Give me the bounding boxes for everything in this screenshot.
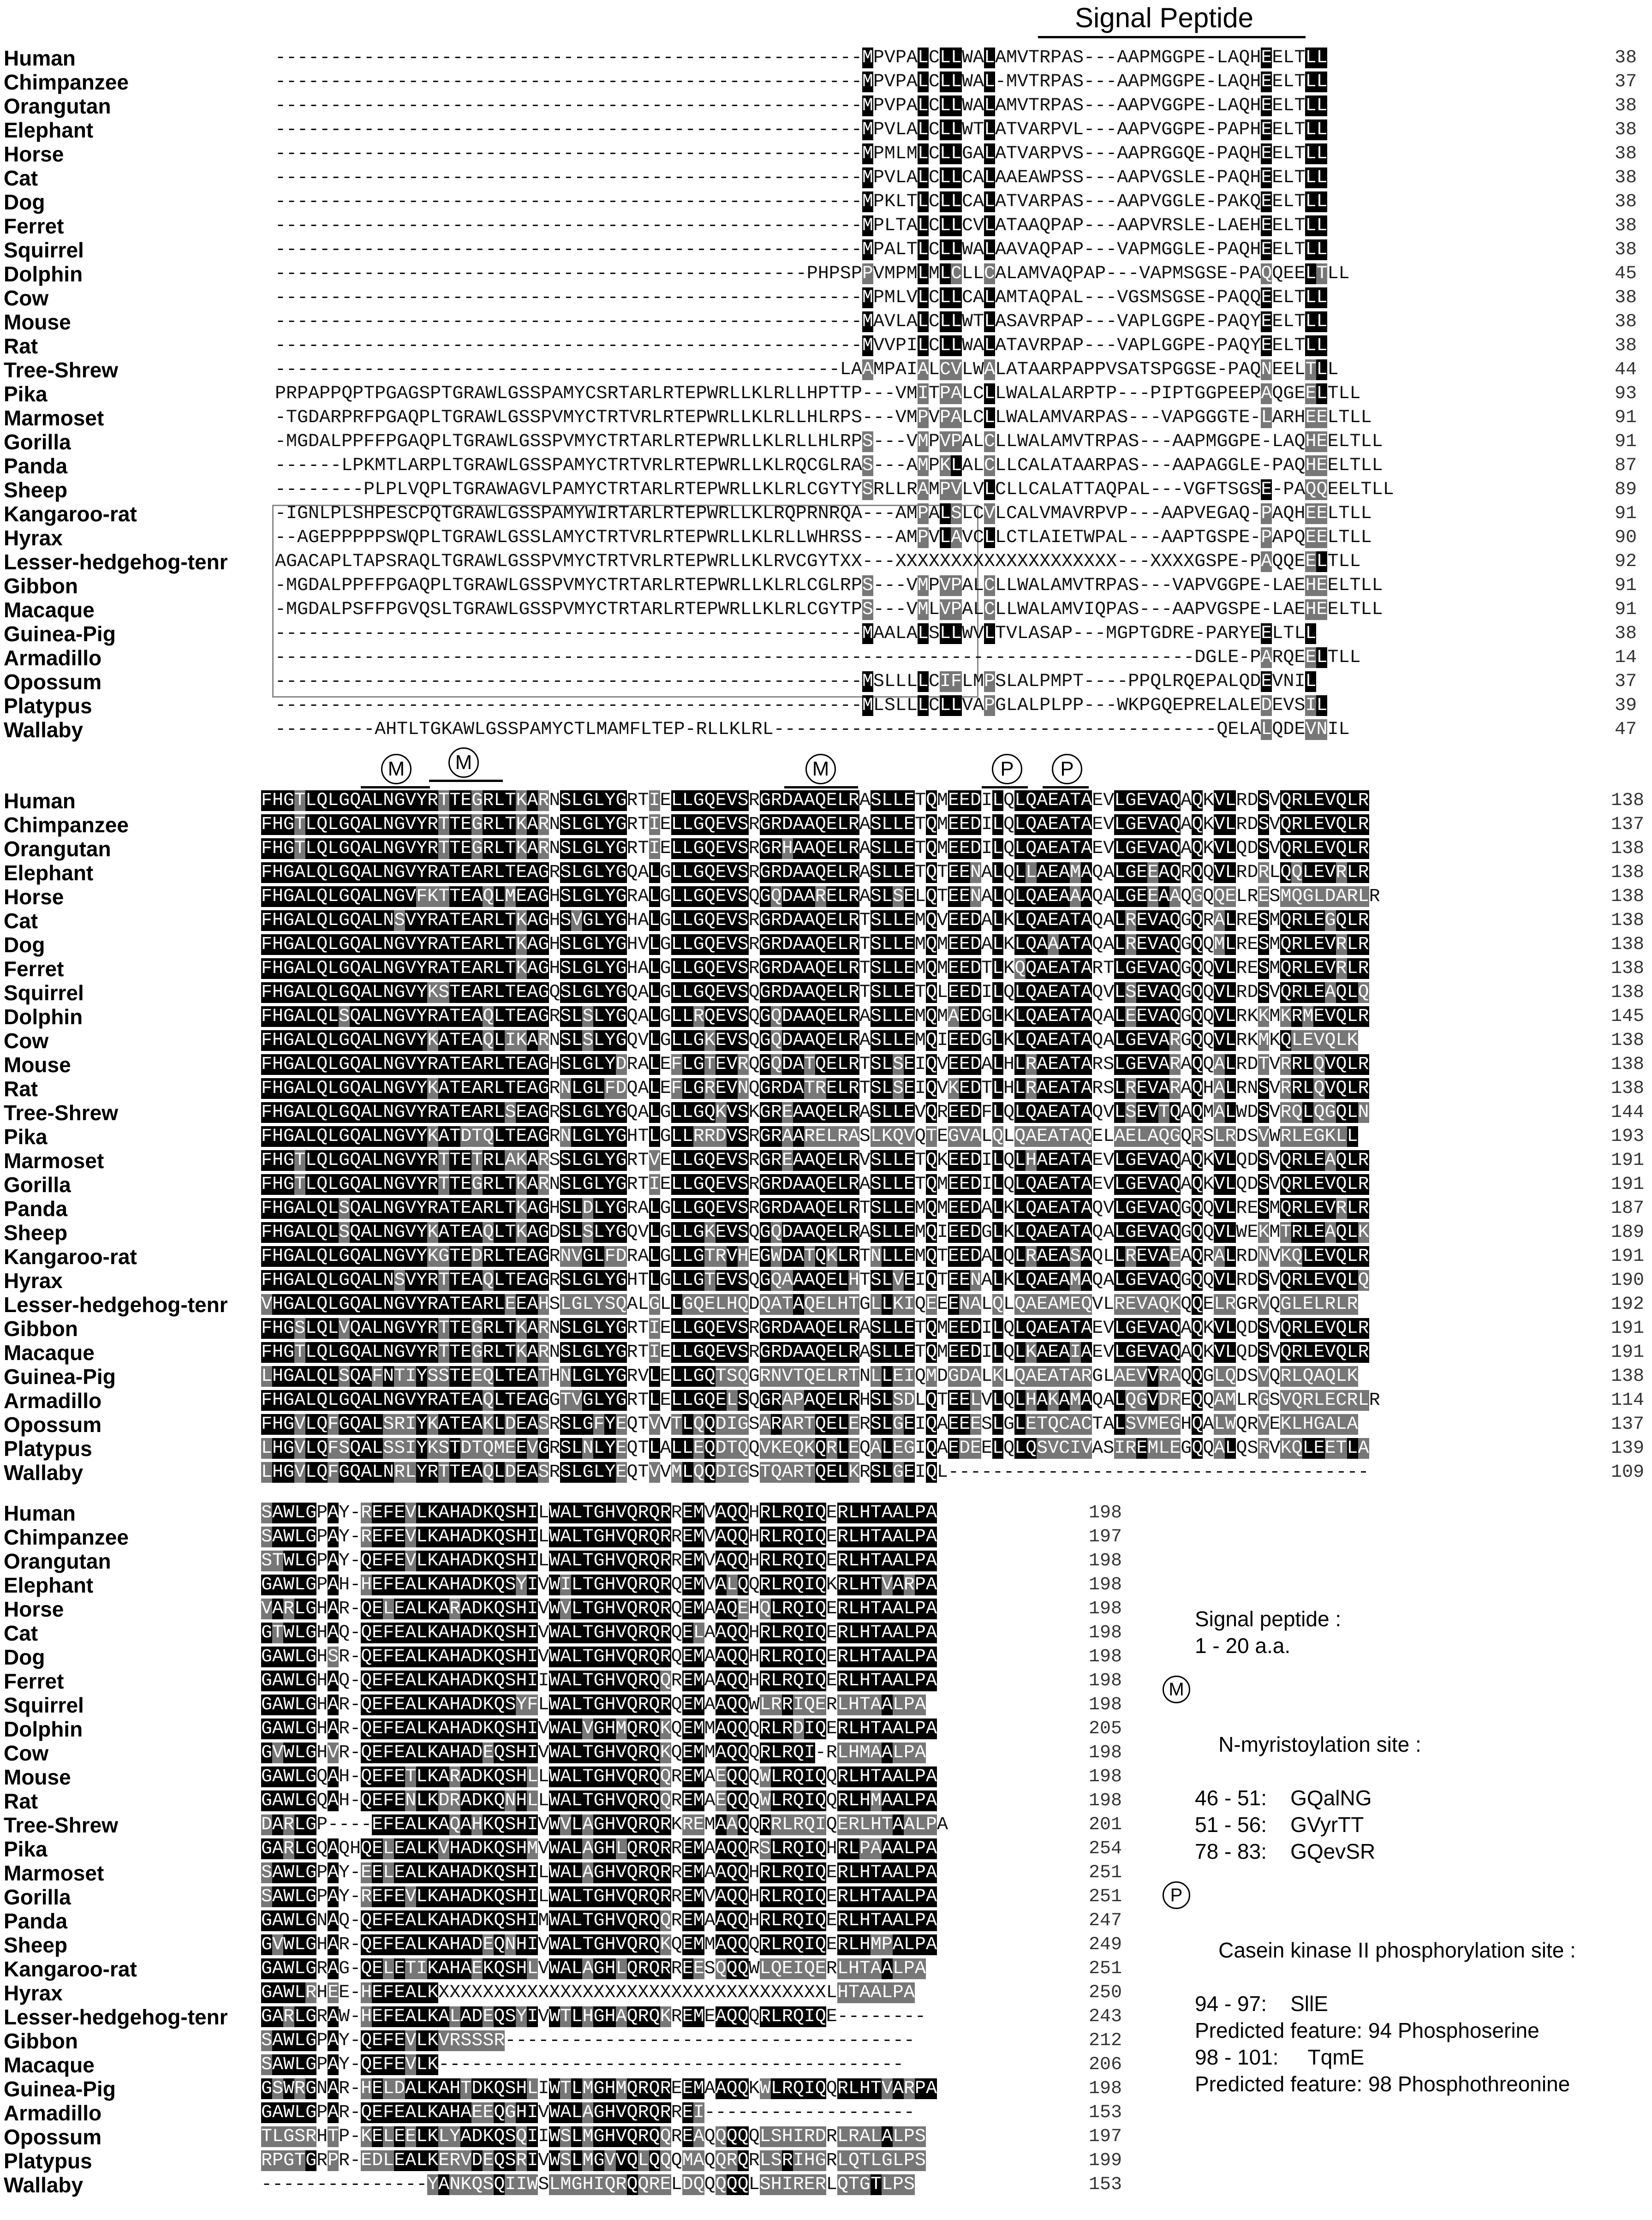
sequence-position: 191 [1611, 1318, 1645, 1339]
sequence-position: 38 [1615, 95, 1637, 116]
sequence-row: FHGALQLGQALNGVYKSTEARLTEAGQSLGLYGQALGLLGQEVSQGRDAAQELRTSLLETQLEEDILQLQAEATAQVLSEVAQGQQVLRDSVQRLEAQLQ [261, 982, 1369, 1003]
species-name: Lesser-hedgehog-tenr [4, 1293, 228, 1317]
species-name: Ferret [4, 214, 64, 238]
sequence-position: 38 [1615, 48, 1637, 68]
sequence-row: -----------------------------------------------------MPVLALCLLCALAAEAWPSS---AAPVGSLE-PAQHEELTLL [275, 167, 1328, 188]
sequence-position: 198 [1089, 1743, 1122, 1763]
species-name: Rat [4, 1789, 38, 1813]
sequence-row: FHGALQLSQALNGVYKATEAQLTKAGDSLSLYGQVLGLLGKEVSQGQDAAQELRASLLEMQIEEDGLKLQAEATAQALGEVAQGQQVLWEKMTRLEAQLK [261, 1222, 1369, 1243]
myristoylation-site-icon: M [805, 754, 836, 784]
sequence-row: -MGDALPSFFPGVQSLTGRAWLGSSPVMYCTRTARLRTEPWRLLKLRLCGYTPS---VMLVPALCLLWALAMVIQPAS---AAPVGSPE-LAEHEELTLL [275, 599, 1383, 620]
sequence-position: 198 [1089, 1766, 1122, 1787]
species-name: Dolphin [4, 1005, 83, 1029]
sequence-row: GARLGQAQHQELEALKVHADKQSHMVWALAGHLQRQRREMAAQQRSLRQIQHRLPAAALPA [261, 1838, 937, 1859]
sequence-row: -----------------------------------------------------MPVPALCLLWALAMVTRPAS---AAPMGGPE-LAQHEELTLL [275, 48, 1328, 68]
sequence-row: FHGALQLGQALNGVYRATEARLTKAGHSLGLYGHALGLLGQEVSRGRDAAQELRTSLLEMQMEEDTLKQQAEATARTLGEVAQGQQVLRESMQRLEVRLR [261, 958, 1369, 979]
sequence-position: 198 [1089, 1551, 1122, 1571]
sequence-row: FHGALQLSQALNGVYRATEARLTKAGHSLDLYGRALGLLGQEVSRGRDAAQELRTSLLEMQMEEDALKLQAEATAQVLGEVAQGQQVLRESMQRLEVRLR [261, 1198, 1369, 1219]
species-name: Rat [4, 1077, 38, 1101]
sequence-position: 247 [1089, 1910, 1122, 1931]
sequence-row: -TGDARPRFPGAQPLTGRAWLGSSPVMYCTRTVRLRTEPWRLLKLRLLHLRPS---VMPVPALCLLWALAMVARPAS---VAPGGGTE-LARHEELTLL [275, 407, 1372, 428]
sequence-position: 212 [1089, 2030, 1122, 2051]
sequence-row: FHGTLQLGQALNGVYRTTEGRLTKARNSLGLYGRTIELLGQEVSRGRHAAQELRASLLETQMEEDILQLQAEATAEVLGEVAQAQKVLQDSVQRLEVQLR [261, 838, 1369, 859]
sequence-position: 243 [1089, 2006, 1122, 2027]
sequence-row: -----------------------------------------------------MPALTLCLLWALAAVAQPAP---VAPMGGLE-PAQHEELTLL [275, 239, 1328, 260]
species-name: Orangutan [4, 94, 111, 118]
sequences-block-1 [275, 46, 1394, 742]
species-name: Elephant [4, 1573, 94, 1597]
sequence-row: FHGALQLSQALNGVYRATEAQLTEAGRSLSLYGQALGLLRQEVSQGQDAAQELRASLLEMQMAEDGLKLQAEATAQALEEVAQGQQVLRKKMKRMEVQLR [261, 1006, 1369, 1027]
sequence-row: SAWLGPAY-REFEVLKAHADKQSHILWALTGHVQRQRREMVAQQHRLRQIQERLHTAALPA [261, 1527, 937, 1547]
sequence-position: 198 [1089, 1575, 1122, 1595]
species-name: Chimpanzee [4, 1525, 129, 1549]
species-name: Marmoset [4, 406, 104, 430]
species-name: Guinea-Pig [4, 1365, 116, 1389]
phosphorylation-legend-icon: P [1163, 1881, 1190, 1909]
sequence-position: 191 [1611, 1150, 1645, 1171]
sequence-row: GAWLGHAR-QEFEALKAHADKQSYFLWALTGHVQRQRQEMAAQQWLRRIQERLHTAALPA [261, 1695, 926, 1715]
sequence-row: VHGALQLGQALNGVYRATEARLEEAHSLGLYSQALGLLGQELHQDQATAQELHTGLLKIQEEENALQLQAEAMEQVLREVAQKQQELRGRVQGLELRLR [261, 1294, 1358, 1315]
species-name: Cat [4, 1621, 38, 1645]
sequence-row: LHGVLQFGQALNRLYRTTEAQLDEASRSLGLYEQTVVMLQQDIGSTQARTQELKRSLGEIQL-------------------------------------- [261, 1462, 1369, 1483]
sequence-position: 39 [1615, 695, 1637, 716]
species-name: Cat [4, 166, 38, 190]
species-name: Sheep [4, 1933, 68, 1957]
species-name: Macaque [4, 598, 95, 622]
sequence-row: GVWLGHVR-QEFEALKAHADEQSHIVWALTGHVQRQKQEMMAQQQRLRQI-RLHMAALPA [261, 1743, 926, 1763]
species-name: Panda [4, 1909, 68, 1933]
species-name: Mouse [4, 310, 71, 334]
sequence-row: GAWLGPAH-HEFEALKAHADKQSYIVWILTGHVQRQRQEMVALQQRLRQIQKRLHTVARPA [261, 1575, 937, 1595]
species-name: Cat [4, 909, 38, 933]
sequence-position: 197 [1089, 2126, 1122, 2147]
sequence-position: 91 [1615, 575, 1637, 596]
sequence-position: 38 [1615, 311, 1637, 332]
sequence-position: 145 [1611, 1006, 1645, 1027]
species-name: Marmoset [4, 1861, 104, 1885]
species-name: Kangaroo-rat [4, 502, 137, 526]
sequence-row: AGACAPLTAPSRAQLTGRAWLGSSPVMYCTRTVRLRTEPWRLLKLRVCGYTXX---XXXXXXXXXXXXXXXXXXXX---XXXXGSPE-PAQQEELTLL [275, 551, 1361, 572]
sequence-position: 192 [1611, 1294, 1645, 1315]
species-name: Gorilla [4, 1173, 71, 1197]
phosphorylation-site-icon: P [992, 754, 1022, 784]
sequence-position: 198 [1089, 1790, 1122, 1811]
sequence-row: SAWLGPAY-REFEVLKAHADKQSHILWALTGHVQRQRREMVAQQHRLRQIQERLHTAALPA [261, 1886, 937, 1907]
sequence-position: 138 [1611, 790, 1645, 811]
sequence-row: FHGALQLGQALNGVYKGTEDRLTEAGRNVGLFDRALGLLGTRVHEGWDATQKLRTNLLEMQTEEDALQLRAEASAQLLREVAEAQRALRDNVKQLEVQLR [261, 1246, 1369, 1267]
species-name: Human [4, 789, 76, 813]
sequence-position: 38 [1615, 215, 1637, 236]
species-name: Mouse [4, 1053, 71, 1077]
sequence-row: -----------------------------------------------------MPLTALCLLCVLATAAQPAP---AAPVRSLE-LAEHEELTLL [275, 215, 1328, 236]
legend-myr-title: N-myristoylation site : [1218, 1732, 1421, 1756]
sequence-row: GAWLGPAR-QEFEALKAHAEEQGHIVWALAGHVQRQRREI------------------- [261, 2102, 915, 2123]
species-name: Pika [4, 1837, 48, 1861]
species-name: Gibbon [4, 1317, 78, 1341]
sequence-row: SAWLGPAY-REFEVLKAHADKQSHILWALTGHVQRQRREMVAQQHRLRQIQERLHTAALPA [261, 1503, 937, 1523]
sequences-block-3 [261, 1501, 948, 2197]
sequence-position: 153 [1089, 2174, 1122, 2195]
species-name: Ferret [4, 957, 64, 981]
species-name: Opossum [4, 670, 102, 694]
sequence-position: 38 [1615, 191, 1637, 212]
sequence-position: 138 [1611, 1366, 1645, 1387]
sequence-position: 92 [1615, 551, 1637, 572]
species-name: Gorilla [4, 1885, 71, 1909]
sequence-row: FHGALQLGQALNGVYKATDTQLTEAGRNLGLYGHTLGLLRRDVSRGRAARELRASLKQVQTEGVALQLQAEATAQELAELAQGQRSLRDSVWRLEGKLL [261, 1126, 1358, 1147]
sequence-row: GAWLRHEE-HEFEALKXXXXXXXXXXXXXXXXXXXXXXXXXXXXXXXXXXXLHTAALPA [261, 1982, 915, 2003]
species-name: Human [4, 46, 76, 70]
phosphorylation-site-icon: P [1052, 754, 1082, 784]
sequence-position: 189 [1611, 1222, 1645, 1243]
species-name: Squirrel [4, 238, 84, 262]
species-name: Hyrax [4, 526, 63, 550]
sequence-position: 191 [1611, 1342, 1645, 1363]
signal-peptide-title: Signal Peptide [1075, 2, 1253, 33]
species-name: Dog [4, 933, 45, 957]
sequence-position: 138 [1611, 1054, 1645, 1075]
species-name: Dog [4, 1645, 45, 1669]
sequence-row: -----------------------------------------------------MSLLLLCIFLMPSLALPMPT----PPQLRQEPALQDEVNIL [275, 671, 1317, 692]
sequence-row: -----------------------------------------------------MLSLLLCLLVAPGLALPLPP---WKPGQEPRELALEDEVSIL [275, 695, 1328, 716]
species-name: Chimpanzee [4, 70, 129, 94]
species-name: Sheep [4, 478, 68, 502]
sequence-row: -MGDALPPFFPGAQPLTGRAWLGSSPVMYCTRTARLRTEPWRLLKLRLLHLRPS---VMPVPALCLLWALAMVTRPAS---AAPMGGPE-LAQHEELTLL [275, 431, 1383, 452]
species-name: Wallaby [4, 718, 83, 742]
sequence-row: -----------------------------------------------------MPVPALCLLWALAMVTRPAS---AAPVGGPE-LAQHEELTLL [275, 95, 1328, 116]
species-name: Platypus [4, 694, 92, 718]
species-name: Wallaby [4, 1461, 83, 1485]
sequence-position: 138 [1611, 1078, 1645, 1099]
sequence-row: GAWLGRAG-QELETIKAHAEKQSHLVWALAGHLQRQRREESQQQWLQEIQERLHTAALPA [261, 1958, 926, 1979]
species-name: Rat [4, 334, 38, 358]
sequence-row: FHGTLQLGQALNGVYRTTEGRLTKARNSLGLYGRTIELLGQEVSRGRDAAQELRASLLETQMEEDILQLQAEATAEVLGEVAQAQKVLQDSVQRLEVQLR [261, 1174, 1369, 1195]
sequence-position: 139 [1611, 1438, 1645, 1459]
species-name: Wallaby [4, 2173, 83, 2197]
species-name: Hyrax [4, 1981, 63, 2005]
positions-block-3 [1089, 1501, 1122, 2197]
sequence-row: FHGSLQLVQALNGVYRTTEGRLTKARNSLGLYGRTIELLGQEVSRGRDAAQELRASLLETQMEEDILQLQAEATAEVLGEVAQAQKVLQDSVQRLEVQLR [261, 1318, 1369, 1339]
sequence-position: 249 [1089, 1934, 1122, 1955]
sequence-row: FHGALQLGQALNSVYRATEARLTKAGHSVGLYGHALGLLGQEVSRGRDAAQELRTSLLEMQVEEDALKLQAEATAQALREVAQGQRALRESMQRLEGQLR [261, 910, 1369, 931]
sequence-position: 205 [1089, 1719, 1122, 1739]
sequence-position: 187 [1611, 1198, 1645, 1219]
sequence-row: FHGALQLGQALNGVYRATEARLTEAGRSLGLYGQALGLLGQEVSRGRDAAQELRASLLETQTEENALQLLAEAMAQALGEEAQRQQVLRDRLQQLEVRLR [261, 862, 1369, 883]
species-name: Lesser-hedgehog-tenr [4, 550, 228, 574]
sequence-position: 38 [1615, 119, 1637, 140]
sequence-row: -----------------------------------------------------MPVLALCLLWTLATVARPVL---AAPVGGPE-PAPHEELTLL [275, 119, 1328, 140]
positions-block-1 [1615, 46, 1637, 742]
sequence-row: FHGTLQLGQALNGVYRTTEGRLTKARNSLGLYGRTIELLGQEVSRGRDAAQELRASLLETQMEEDILQLQAEATAEVLGEVAQAQKVLRDSVQRLEVQLR [261, 814, 1369, 835]
species-name: Horse [4, 142, 64, 166]
sequence-position: 90 [1615, 527, 1637, 548]
legend-ck-line: Predicted feature: 94 Phosphoserine [1195, 2018, 1539, 2042]
legend-myr-site: 46 - 51: GQalNG [1195, 1786, 1372, 1810]
legend-myr-site: 51 - 56: GVyrTT [1195, 1813, 1364, 1837]
sequence-row: GAWLGHSR-QEFEALKAHADKQSHIVWALTGHVQRQRQEMAAQQHRLRQIQERLHTAALPA [261, 1647, 937, 1667]
sequence-position: 45 [1615, 263, 1637, 284]
sequence-position: 137 [1611, 814, 1645, 835]
sequence-position: 38 [1615, 335, 1637, 356]
species-name: Orangutan [4, 1549, 111, 1573]
myristoylation-legend-icon: M [1163, 1676, 1190, 1703]
legend-ck-title: Casein kinase II phosphorylation site : [1218, 1938, 1576, 1962]
sequence-row: FHGALQLGQALNGVYRATEAQLTEAGGTVGLYGRTLELLGQELSQGRAPAQELRHSLSDLQTEELVLQLHAKAMAQALQGVDREQQAMLRGSVQRLECRLR [261, 1390, 1380, 1411]
sequence-position: 89 [1615, 479, 1637, 500]
sequence-row: SAWLGPAY-QEFEVLKVRSSSR------------------------------------- [261, 2030, 915, 2051]
species-name: Macaque [4, 2053, 95, 2077]
sequence-position: 93 [1615, 383, 1637, 404]
sequence-row: GAWLGQAH-QEFETLKARADKQSHLLWALTGHVQRQQREMAEQQQWLRQIQQRLHTAALPA [261, 1766, 937, 1787]
sequence-position: 251 [1089, 1886, 1122, 1907]
sequence-position: 91 [1615, 599, 1637, 620]
sequence-position: 38 [1615, 167, 1637, 188]
species-name: Panda [4, 454, 68, 478]
sequence-row: ---------------------------------------------------LAAMPAIALCVLWALATAARPAPPVSATSPGGSE-PAQNEELTLL [275, 359, 1339, 380]
sequence-row: FHGALQLGQALNGVYRATEARLTEAGHSLGLYDRALEFLGTEVRQGQDATQELRTSLSEIQVEEDALHLRAEATARSLGEVARAQQALRDTVRRLQVQLR [261, 1054, 1369, 1075]
sequence-row: -----------------------------------------------------MPVPALCLLWAL-MVTRPAS---AAPMGGPE-LAQHEELTLL [275, 72, 1328, 92]
sequence-position: 198 [1089, 1695, 1122, 1715]
sequence-row: -----------------------------------------------------MAALALSLLWVLTVLASAP---MGPTGDRE-PARYEELTLL [275, 623, 1317, 644]
legend-ck-line: Predicted feature: 98 Phosphothreonine [1195, 2072, 1570, 2096]
sequence-row: -----------------------------------------------------MPMLVLCLLCALAMTAQPAL---VGSMSGSE-PAQQEELTLL [275, 287, 1328, 308]
sequence-position: 37 [1615, 671, 1637, 692]
sequence-row: -----------------------------------------------------MAVLALCLLWTLASAVRPAP---VAPLGGPE-PAQYEELTLL [275, 311, 1328, 332]
species-name: Hyrax [4, 1269, 63, 1293]
species-name: Squirrel [4, 981, 84, 1005]
sequence-position: 198 [1089, 1503, 1122, 1523]
sequence-row: GARLGRAW-HEFEALKALADEQSYIVWTLHGHAQRQKREMEAQQQRLRQIQE-------- [261, 2006, 926, 2027]
species-name: Platypus [4, 1437, 92, 1461]
species-name: Armadillo [4, 1389, 102, 1413]
sequence-row: LHGALQLSQAFNTIYSSTEEQLTEATHNLGLYGRVLELLGQTSQGRNVTQELRTNLLEIQMDGDALKLQAEATARGLAEVVRAQQGLQDSVQRLQAQLK [261, 1366, 1358, 1387]
sequence-row: GVWLGHAR-QEFEALKAHADEQNHIVWALTGHVQRQKQEMMAQQQRLRQIQERLHMPALPA [261, 1934, 937, 1955]
sequence-row: GAWLGHAQ-QEFEALKAHADKQSHIIWALTGHVQRQQREMAAQQHRLRQIQERLHTAALPA [261, 1671, 937, 1691]
species-name: Elephant [4, 861, 94, 885]
sequence-position: 38 [1615, 623, 1637, 644]
myristoylation-site-bar [429, 780, 503, 782]
sequence-position: 144 [1611, 1102, 1645, 1123]
sequence-position: 109 [1611, 1462, 1645, 1483]
species-names-block-2 [4, 789, 228, 1485]
positions-block-2 [1611, 789, 1644, 1485]
sequence-position: 44 [1615, 359, 1637, 380]
legend-myr-site: 78 - 83: GQevSR [1195, 1839, 1376, 1863]
sequence-row: TLGSRHTP-KELEELKLYADKQSQIIWSLMGHVQRQQREAQQQQQLSHIRDRLRALALPS [261, 2126, 926, 2147]
sequence-position: 137 [1611, 1414, 1645, 1435]
species-name: Cow [4, 1741, 49, 1765]
sequence-row: -IGNLPLSHPESCPQTGRAWLGSSPAMYWIRTARLRTEPWRLLKLRQPRNRQA---AMPALSLCVLCALVMAVRPVP---AAPVEGAQ-PAQHEELTLL [275, 503, 1372, 524]
sequence-position: 38 [1615, 287, 1637, 308]
sequence-position: 197 [1089, 1527, 1122, 1547]
sequence-position: 198 [1089, 1671, 1122, 1691]
sequence-position: 138 [1611, 958, 1645, 979]
sequence-position: 14 [1615, 647, 1637, 668]
sequence-row: -MGDALPPFFPGAQPLTGRAWLGSSPVMYCTRTARLRTEPWRLLKLRLCGLRPS---VMPVPALCLLWALAMVTRPAS---VAPVGGPE-LAEHEELTLL [275, 575, 1383, 596]
sequence-position: 198 [1089, 1647, 1122, 1667]
legend-signal-range: 1 - 20 a.a. [1195, 1634, 1291, 1658]
species-name: Cow [4, 1029, 49, 1053]
sequence-row: GAWLGHAR-QEFEALKAHADKQSHIVWALVGHMQRQKQEMMAQQQRLRDIQERLHTAALPA [261, 1719, 937, 1739]
species-name: Ferret [4, 1669, 64, 1693]
species-name: Armadillo [4, 2101, 102, 2125]
species-name: Dolphin [4, 262, 83, 286]
sequence-position: 37 [1615, 72, 1637, 92]
sequence-row: -----------------------------------------------------MPMLMLCLLGALATVARPVS---AAPRGGQE-PAQHEELTLL [275, 143, 1328, 164]
sequence-position: 254 [1089, 1838, 1122, 1859]
species-name: Gorilla [4, 430, 71, 454]
sequence-position: 138 [1611, 910, 1645, 931]
species-name: Dolphin [4, 1717, 83, 1741]
sequence-position: 250 [1089, 1982, 1122, 2003]
species-name: Horse [4, 885, 64, 909]
sequence-position: 138 [1611, 886, 1645, 907]
species-name: Armadillo [4, 646, 102, 670]
sequence-position: 251 [1089, 1862, 1122, 1883]
sequence-row: FHGALQLGQALNGVYKATEARLTEAGRNLGLFDQALEFLGREVNQGRDATRELRTSLSEIQVKEDTLHLRAEATARSLREVARAQHALRNSVRRLQVQLR [261, 1078, 1369, 1099]
sequence-row: LHGVLQFSQALSSIYKSTDTQMEEVGRSLNLYEQTLALLEQDTQQVKEQKQRLEQALEGIQAEDEELQLQSVCIVASIREMLEGQQALQSRVKQLEETLA [261, 1438, 1369, 1459]
sequence-row: ---------AHTLTGKAWLGSSPAMYCTLMAMFLTEP-RLLKLRL----------------------------------------QELALQDEVNIL [275, 719, 1350, 740]
sequence-row: ------LPKMTLARPLTGRAWLGSSPAMYCTRTVRLRTEPWRLLKLRQCGLRAS---AMPKLALCLLCALATAARPAS---AAPAGGLE-PAQHEELTLL [275, 455, 1383, 476]
species-name: Dog [4, 190, 45, 214]
sequence-position: 191 [1611, 1174, 1645, 1195]
sequence-position: 201 [1089, 1814, 1122, 1835]
species-name: Tree-Shrew [4, 1813, 118, 1837]
sequence-position: 47 [1615, 719, 1637, 740]
sequence-position: 87 [1615, 455, 1637, 476]
sequence-position: 91 [1615, 431, 1637, 452]
sequence-row: GAWLGNAQ-QEFEALKAHADKQSHIMWALTGHVQRQQREMAAQQHRLRQIQERLHTAALPA [261, 1910, 937, 1931]
myristoylation-site-bar [784, 786, 858, 788]
sequence-position: 191 [1611, 1246, 1645, 1267]
sequence-row: -----------------------------------------------------------------------------------DGLE-PARQEELTLL [275, 647, 1361, 668]
sequence-row: ------------------------------------------------PHPSPPVMPMLMLCLLCALAMVAQPAP---VAPMSGSE-PAQQEELTLL [275, 263, 1350, 284]
sequence-position: 198 [1089, 1623, 1122, 1643]
legend [1169, 1605, 1576, 2097]
species-name: Tree-Shrew [4, 358, 118, 382]
sequence-position: 138 [1611, 934, 1645, 955]
sequences-block-2 [261, 789, 1380, 1485]
sequence-position: 190 [1611, 1270, 1645, 1291]
species-name: Guinea-Pig [4, 2077, 116, 2101]
species-name: Squirrel [4, 1693, 84, 1717]
sequence-position: 199 [1089, 2150, 1122, 2171]
legend-ck-line: 98 - 101: TqmE [1195, 2045, 1365, 2069]
sequence-row: -----------------------------------------------------MVVPILCLLWALATAVRPAP---VAPLGGPE-PAQYEELTLL [275, 335, 1328, 356]
sequence-position: 193 [1611, 1126, 1645, 1147]
sequence-row: FHGTLQLGQALNGVYRTTEGRLTKARNSLGLYGRTIELLGQEVSRGRDAAQELRASLLETQMEEDILQLQAEATAEVLGEVAQAQKVLRDSVQRLEVQLR [261, 790, 1369, 811]
signal-peptide-bar [1038, 36, 1306, 38]
sequence-row: FHGALQLGQALNGVYKATEAQLIKARNSLSLYGQVLGLLGKEVSQGQDAAQELRASLLEMQIEEDGLKLQAEATAQALGEVARGQQVLRKMKQLEVQLK [261, 1030, 1358, 1051]
species-name: Human [4, 1501, 76, 1525]
sequence-position: 251 [1089, 1958, 1122, 1979]
sequence-row: FHGVLQFGQALSRIYKATEAKLDEASRSLGFYEQTVVTLQQDIGSARARTQELERSLGEIQAEEESLGLETQCACTALSVMEGHQALWQRVEKLHGALA [261, 1414, 1358, 1435]
species-name: Pika [4, 382, 48, 406]
sequence-position: 38 [1615, 239, 1637, 260]
species-name: Tree-Shrew [4, 1101, 118, 1125]
sequence-row: FHGALQLGQALNGVFKTTEAQLMEAGHSLGLYGRALGLLGQEVSQGQDAARELRASLSELQTEENALQLQAEAAAQALGEEAAQGQQELRESMQGLDARLR [261, 886, 1380, 907]
legend-ck-line: 94 - 97: SllE [1195, 1992, 1328, 2016]
species-names-block-3 [4, 1501, 228, 2197]
sequence-position: 38 [1615, 143, 1637, 164]
sequence-row: --AGEPPPPPSWQPLTGRAWLGSSLAMYCTRTVRLRTEPWRLLKLRLLWHRSS---AMPVLAVCLLCTLAIETWPAL---AAPTGSPE-PAPQEELTLL [275, 527, 1372, 548]
myristoylation-site-bar [361, 786, 430, 788]
species-name: Marmoset [4, 1149, 104, 1173]
species-name: Macaque [4, 1341, 95, 1365]
species-name: Kangaroo-rat [4, 1245, 137, 1269]
sequence-row: FHGALQLGQALNSVYRTTEAQLTEAGRSLGLYGHTLGLLGTEVSQGQAAAQELHTSLVEIQTEENALKLQAEAMAQALGEVAQGQQVLRDSVQRLEVQLQ [261, 1270, 1369, 1291]
sequence-row: ---------------YANKQSQIIWSLMGHIQRQQRELDQQQQQLSHIRERLQTGTLPS [261, 2174, 915, 2195]
sequence-row: FHGTLQLGQALNGVYRTTETRLAKARSSLGLYGRTVELLGQEVSRGREAAQELRVSLLETQKEEDILQLHAEATAEVLGEVAQAQKVLQDSVQRLEAQLR [261, 1150, 1369, 1171]
sequence-row: RPGTGRPR-EDLEALKERVDEQSRIVWSLMGVVQLQQQMAQQRQRLSRIHGRLQTLGLPS [261, 2150, 926, 2171]
sequence-position: 138 [1611, 1030, 1645, 1051]
species-name: Pika [4, 1125, 48, 1149]
sequence-row: FHGALQLGQALNGVYRATEARLTKAGHSLGLYGHVLGLLGQEVSRGRDAAQELRTSLLEMQMEEDALKLQAAATAQALREVAQGQQMLRESMQRLEVRLR [261, 934, 1369, 955]
species-name: Gibbon [4, 574, 78, 598]
species-name: Sheep [4, 1221, 68, 1245]
sequence-row: SAWLGPAY-QEFEVLK------------------------------------------ [261, 2054, 904, 2075]
sequence-row: STWLGPAY-QEFEVLKAHADKQSHILWALTGHVQRQRREMVAQQHRLRQIQERLHTAALPA [261, 1551, 937, 1571]
sequence-position: 153 [1089, 2102, 1122, 2123]
sequence-row: -----------------------------------------------------MPKLTLCLLCALATVARPAS---AAPVGGLE-PAKQEELTLL [275, 191, 1328, 212]
species-name: Lesser-hedgehog-tenr [4, 2005, 228, 2029]
sequence-row: FHGALQLGQALNGVYRATEARLSEAGRSLGLYGQALGLLGQKVSKGREAAQELRASLLEVQREEDFLQLQAEATAQVLSEVTQAQMALWDSVRQLQGQLN [261, 1102, 1369, 1123]
sequence-position: 198 [1089, 1599, 1122, 1619]
sequence-position: 91 [1615, 503, 1637, 524]
sequence-position: 138 [1611, 982, 1645, 1003]
phosphorylation-site-bar [1043, 786, 1089, 788]
sequence-position: 198 [1089, 2078, 1122, 2099]
sequence-position: 206 [1089, 2054, 1122, 2075]
sequence-row: DARLGP----EFEALKAQAHKQSHIVWVLAGHVQRQRKREMAAQQRRLRQIQERLHTAALPA [261, 1814, 948, 1835]
species-name: Orangutan [4, 837, 111, 861]
phosphorylation-site-bar [982, 786, 1028, 788]
species-name: Opossum [4, 2125, 102, 2149]
sequence-row: PRPAPPQPTPGAGSPTGRAWLGSSPAMYCSRTARLRTEPWRLLKLRLLHPTTP---VMITPALCLLWALALARPTP---PIPTGGPEEPAQGEELTLL [275, 383, 1361, 404]
species-name: Chimpanzee [4, 813, 129, 837]
sequence-row: GAWLGQAH-QEFENLKDRADKQNHLLWALTGHVQRQQREMAEQQQWLRQIQQRLHMAALPA [261, 1790, 937, 1811]
species-name: Kangaroo-rat [4, 1957, 137, 1981]
myristoylation-site-icon: M [381, 754, 412, 784]
species-name: Cow [4, 286, 49, 310]
sequence-row: GSWRGNAR-HELDALKAHTDKQSHLIWTLMGHMQRQREEMAAQQKWLRQIQQRLHTVARPA [261, 2078, 937, 2099]
sequence-row: SAWLGPAY-EELEALKAHADKQSHILWALAGHVQRQRREMAAQQHRLRQIQERLHTAALPA [261, 1862, 937, 1883]
species-name: Guinea-Pig [4, 622, 116, 646]
sequence-position: 138 [1611, 862, 1645, 883]
sequence-row: VARLGHAR-QELEALKARADKQSHIVWVLTGHVQRQRQEMAAQEHQLRQIQERLHTAALPA [261, 1599, 937, 1619]
species-name: Platypus [4, 2149, 92, 2173]
species-name: Gibbon [4, 2029, 78, 2053]
sequence-row: --------PLPLVQPLTGRAWAGVLPAMYCTRTARLRTEPWRLLKLRLCGYTYSRLLRAMPVLVLCLLCALATTAQPAL---VGFTSGSE-PAQQEELTLL [275, 479, 1394, 500]
species-name: Elephant [4, 118, 94, 142]
species-name: Panda [4, 1197, 68, 1221]
species-name: Opossum [4, 1413, 102, 1437]
species-names-block-1 [4, 46, 228, 742]
sequence-position: 138 [1611, 838, 1645, 859]
sequence-row: GTWLGHAQ-QEFEALKAHADKQSHIVWALTGHVQRQRQELAAQQHRLRQIQERLHTAALPA [261, 1623, 937, 1643]
species-name: Mouse [4, 1765, 71, 1789]
legend-signal-title: Signal peptide : [1195, 1607, 1342, 1631]
species-name: Horse [4, 1597, 64, 1621]
sequence-row: FHGTLQLGQALNGVYRTTEGRLTKARNSLGLYGRTIELLGQEVSRGRDAAQELRASLLETQMEEDILQLKAEAIAEVLGEVAQAQKVLQDSVQRLEVQLR [261, 1342, 1369, 1363]
sequence-position: 91 [1615, 407, 1637, 428]
myristoylation-site-icon: M [448, 747, 479, 778]
sequence-position: 114 [1611, 1390, 1645, 1411]
